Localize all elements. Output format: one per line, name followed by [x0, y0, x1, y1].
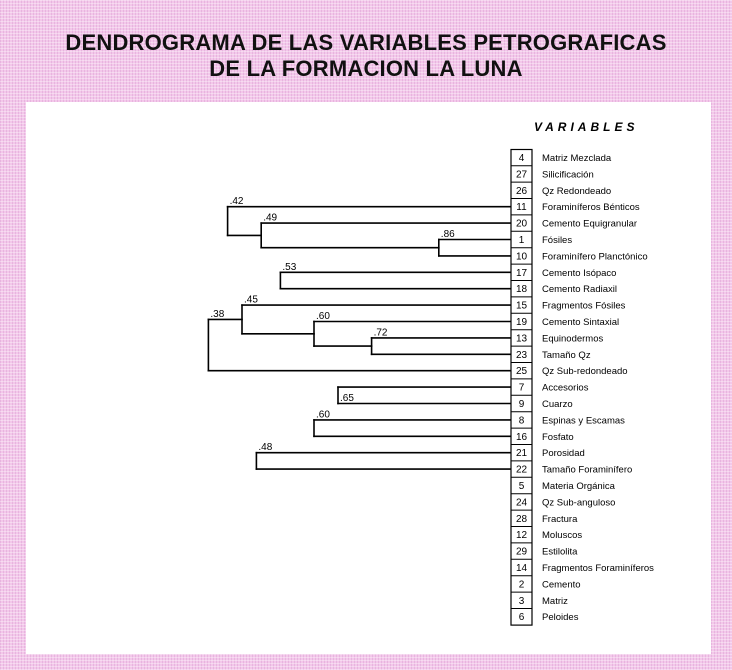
leaf-number: 13 — [515, 333, 528, 345]
leaf-label: Moluscos — [542, 530, 583, 542]
dendrogram-links — [208, 207, 511, 469]
leaf-labels — [542, 153, 654, 623]
leaf-number: 24 — [515, 497, 528, 509]
leaf-number: 28 — [515, 513, 528, 525]
leaf-label: Cemento — [542, 579, 581, 591]
leaf-number: 14 — [515, 563, 528, 574]
leaf-number-boxes — [511, 150, 532, 626]
leaf-number: 6 — [518, 612, 525, 624]
similarity-label: .48 — [258, 442, 273, 454]
leaf-number: 29 — [515, 546, 528, 558]
leaf-label: Tamaño Foraminífero — [542, 464, 633, 476]
leaf-label: Fragmentos Fósiles — [542, 300, 626, 312]
leaf-number: 26 — [515, 185, 528, 197]
similarity-label: .65 — [340, 393, 354, 404]
leaf-label: Matriz — [542, 595, 568, 607]
similarity-label: .42 — [229, 196, 244, 208]
similarity-label: .72 — [373, 327, 388, 339]
leaf-label: Silicificación — [542, 169, 594, 181]
leaf-number: 1 — [518, 235, 525, 246]
leaf-number: 4 — [518, 153, 525, 164]
leaf-number: 2 — [518, 579, 525, 591]
leaf-number: 19 — [515, 317, 528, 328]
leaf-label: Foraminífero Planctónico — [542, 251, 648, 263]
similarity-label: .53 — [282, 261, 297, 273]
leaf-number: 18 — [515, 284, 528, 296]
leaf-label: Tamaño Qz — [542, 349, 591, 361]
title-line-1: DENDROGRAMA DE LAS VARIABLES PETROGRAFICAS — [65, 30, 667, 55]
variables-header: VARIABLES — [534, 120, 639, 134]
leaf-number: 5 — [518, 481, 525, 492]
leaf-number: 16 — [515, 431, 528, 443]
leaf-number: 22 — [515, 464, 528, 476]
leaf-label: Accesorios — [542, 382, 589, 394]
leaf-label: Cemento Sintaxial — [542, 317, 620, 328]
leaf-number: 25 — [515, 366, 528, 378]
leaf-number: 3 — [518, 595, 525, 607]
leaf-label: Cemento Radiaxil — [542, 284, 617, 296]
leaf-number: 9 — [518, 399, 525, 410]
leaf-label: Foraminíferos Bénticos — [542, 202, 640, 214]
leaf-label: Porosidad — [542, 448, 585, 460]
leaf-number: 17 — [515, 267, 528, 279]
leaf-label: Qz Redondeado — [542, 185, 612, 197]
similarity-label: .45 — [244, 294, 258, 306]
leaf-number: 15 — [515, 300, 528, 312]
leaf-label: Cemento Equigranular — [542, 218, 638, 230]
leaf-number: 7 — [518, 382, 525, 394]
leaf-number: 21 — [515, 448, 528, 460]
leaf-number: 27 — [515, 169, 528, 181]
similarity-label: .86 — [440, 229, 455, 240]
title-line-2: DE LA FORMACION LA LUNA — [209, 56, 523, 81]
similarity-label: .49 — [263, 212, 278, 224]
leaf-label: Materia Orgánica — [542, 481, 615, 492]
leaf-number: 11 — [516, 202, 527, 214]
leaf-label: Qz Sub-anguloso — [542, 497, 616, 509]
leaf-number: 23 — [515, 349, 528, 361]
leaf-label: Cuarzo — [542, 399, 573, 410]
leaf-number: 10 — [515, 251, 528, 263]
similarity-label: .60 — [316, 409, 330, 421]
leaf-label: Equinodermos — [542, 333, 604, 345]
leaf-label: Qz Sub-redondeado — [542, 366, 628, 378]
leaf-number: 20 — [515, 218, 528, 230]
leaf-label: Fragmentos Foraminíferos — [542, 563, 654, 574]
leaf-label: Fractura — [542, 513, 578, 525]
similarity-label: .60 — [316, 311, 330, 322]
leaf-label: Espinas y Escamas — [542, 415, 625, 427]
leaf-label: Fosfato — [542, 431, 574, 443]
leaf-number: 8 — [518, 415, 525, 427]
leaf-label: Peloides — [542, 612, 579, 624]
leaf-label: Matriz Mezclada — [542, 153, 612, 164]
similarity-label: .38 — [210, 308, 225, 320]
leaf-label: Cemento Isópaco — [542, 267, 617, 279]
leaf-number: 12 — [515, 530, 528, 542]
leaf-label: Fósiles — [542, 235, 573, 246]
leaf-label: Estilolita — [542, 546, 578, 558]
